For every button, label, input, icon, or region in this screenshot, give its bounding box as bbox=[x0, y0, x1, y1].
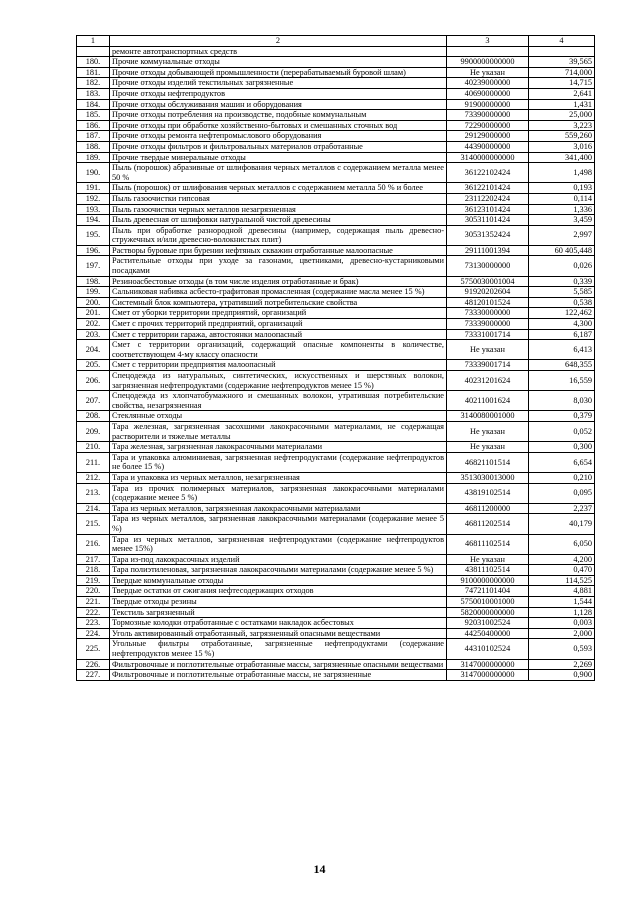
table-row bbox=[77, 639, 595, 659]
table-row bbox=[77, 120, 595, 131]
waste-mass: 0,003 bbox=[529, 618, 595, 629]
waste-mass: 2,269 bbox=[529, 659, 595, 670]
row-number: 220. bbox=[77, 586, 110, 597]
table-row bbox=[77, 110, 595, 121]
row-number: 198. bbox=[77, 276, 110, 287]
waste-code: 73339000000 bbox=[447, 319, 529, 330]
waste-mass: 4,881 bbox=[529, 586, 595, 597]
waste-name: Пыль (порошок) абразивные от шлифования черных металлов с содержанием металла менее 50 % bbox=[110, 163, 447, 183]
waste-name: Прочие отходы нефтепродуктов bbox=[110, 88, 447, 99]
waste-name: Сальниковая набивка асбесто-графитовая промасленная (содержание масла менее 15 %) bbox=[110, 287, 447, 298]
waste-name: Прочие отходы при обработке хозяйственно-бытовых и смешанных сточных вод bbox=[110, 120, 447, 131]
row-number: 196. bbox=[77, 245, 110, 256]
waste-mass: 0,339 bbox=[529, 276, 595, 287]
waste-code: 29111001394 bbox=[447, 245, 529, 256]
row-number bbox=[77, 46, 110, 57]
row-number: 184. bbox=[77, 99, 110, 110]
waste-name: Текстиль загрязненный bbox=[110, 607, 447, 618]
row-number: 182. bbox=[77, 78, 110, 89]
table-row bbox=[77, 340, 595, 360]
row-number: 204. bbox=[77, 340, 110, 360]
page-number: 14 bbox=[313, 862, 326, 876]
table-row bbox=[77, 183, 595, 194]
table-row bbox=[77, 308, 595, 319]
waste-name: Угольные фильтры отработанные, загрязненные нефтепродуктами (содержание нефтепродуктов менее 15 %) bbox=[110, 639, 447, 659]
table-row bbox=[77, 421, 595, 441]
waste-code: 3147000000000 bbox=[447, 659, 529, 670]
waste-mass: 559,260 bbox=[529, 131, 595, 142]
table-row bbox=[77, 152, 595, 163]
table-row bbox=[77, 659, 595, 670]
waste-mass: 6,413 bbox=[529, 340, 595, 360]
table-row bbox=[77, 67, 595, 78]
row-number: 206. bbox=[77, 371, 110, 391]
waste-code: 73130000000 bbox=[447, 256, 529, 276]
waste-code: 73330000000 bbox=[447, 308, 529, 319]
table-row bbox=[77, 360, 595, 371]
waste-code: 43819102514 bbox=[447, 483, 529, 503]
waste-code: 3140000000000 bbox=[447, 152, 529, 163]
row-number: 183. bbox=[77, 88, 110, 99]
row-number: 223. bbox=[77, 618, 110, 629]
waste-code: 3147000000000 bbox=[447, 670, 529, 681]
table-row bbox=[77, 204, 595, 215]
waste-name: Пыль газоочистки черных металлов незагрязненная bbox=[110, 204, 447, 215]
waste-name: Тара железная, загрязненная засохшими лакокрасочными материалами, не содержащая растворители и тяжелые металлы bbox=[110, 421, 447, 441]
waste-mass: 6,187 bbox=[529, 329, 595, 340]
waste-mass: 0,593 bbox=[529, 639, 595, 659]
row-number: 217. bbox=[77, 554, 110, 565]
row-number: 191. bbox=[77, 183, 110, 194]
table-row bbox=[77, 575, 595, 586]
waste-mass: 0,210 bbox=[529, 472, 595, 483]
table-row bbox=[77, 297, 595, 308]
waste-name: Прочие коммунальные отходы bbox=[110, 57, 447, 68]
header-row bbox=[77, 36, 595, 47]
waste-name: Резиноасбестовые отходы (в том числе изделия отработанные и брак) bbox=[110, 276, 447, 287]
waste-code: 40239000000 bbox=[447, 78, 529, 89]
waste-code: 46811202514 bbox=[447, 514, 529, 534]
waste-mass: 0,538 bbox=[529, 297, 595, 308]
waste-mass: 648,355 bbox=[529, 360, 595, 371]
waste-code: 91900000000 bbox=[447, 99, 529, 110]
waste-mass: 0,114 bbox=[529, 193, 595, 204]
row-number: 219. bbox=[77, 575, 110, 586]
waste-mass: 341,400 bbox=[529, 152, 595, 163]
waste-code: 46821101514 bbox=[447, 452, 529, 472]
waste-code: 3513030013000 bbox=[447, 472, 529, 483]
waste-mass: 39,565 bbox=[529, 57, 595, 68]
waste-code: 91920202604 bbox=[447, 287, 529, 298]
waste-mass: 1,544 bbox=[529, 597, 595, 608]
waste-mass: 3,016 bbox=[529, 141, 595, 152]
table-row bbox=[77, 319, 595, 330]
row-number: 207. bbox=[77, 391, 110, 411]
row-number: 195. bbox=[77, 225, 110, 245]
waste-code: 73339001714 bbox=[447, 360, 529, 371]
waste-mass: 0,026 bbox=[529, 256, 595, 276]
waste-code: 46811200000 bbox=[447, 503, 529, 514]
row-number: 188. bbox=[77, 141, 110, 152]
waste-name: Системный блок компьютера, утративший потребительские свойства bbox=[110, 297, 447, 308]
waste-name: Пыль при обработке разнородной древесины (например, содержащая пыль древесно-стружечных и/или древесно-волокнистых плит) bbox=[110, 225, 447, 245]
waste-code: Не указан bbox=[447, 67, 529, 78]
waste-mass: 0,379 bbox=[529, 411, 595, 422]
table-row bbox=[77, 99, 595, 110]
waste-code: 74721101404 bbox=[447, 586, 529, 597]
row-number: 221. bbox=[77, 597, 110, 608]
row-number: 208. bbox=[77, 411, 110, 422]
row-number: 199. bbox=[77, 287, 110, 298]
waste-code: 5750010001000 bbox=[447, 597, 529, 608]
waste-code: 23112202424 bbox=[447, 193, 529, 204]
row-number: 189. bbox=[77, 152, 110, 163]
waste-mass: 0,052 bbox=[529, 421, 595, 441]
table-row bbox=[77, 391, 595, 411]
row-number: 210. bbox=[77, 442, 110, 453]
waste-code: 40211001624 bbox=[447, 391, 529, 411]
row-number: 185. bbox=[77, 110, 110, 121]
waste-mass: 1,336 bbox=[529, 204, 595, 215]
table-row bbox=[77, 514, 595, 534]
row-number: 192. bbox=[77, 193, 110, 204]
waste-code: Не указан bbox=[447, 340, 529, 360]
table-row bbox=[77, 411, 595, 422]
waste-name: Тара и упаковка из черных металлов, незагрязненная bbox=[110, 472, 447, 483]
table-row bbox=[77, 534, 595, 554]
row-number: 181. bbox=[77, 67, 110, 78]
waste-table bbox=[76, 35, 595, 681]
waste-code: 44250400000 bbox=[447, 628, 529, 639]
waste-code: 40690000000 bbox=[447, 88, 529, 99]
waste-name: Смет с территории предприятия малоопасный bbox=[110, 360, 447, 371]
waste-mass: 2,641 bbox=[529, 88, 595, 99]
waste-name: Растительные отходы при уходе за газонами, цветниками, древесно-кустарниковыми посадками bbox=[110, 256, 447, 276]
row-number: 205. bbox=[77, 360, 110, 371]
waste-name: Пыль газоочистки гипсовая bbox=[110, 193, 447, 204]
table-row bbox=[77, 670, 595, 681]
waste-name: Смет с территории организаций, содержащий опасные компоненты в количестве, соответствующем 4-му классу опасности bbox=[110, 340, 447, 360]
waste-code: Не указан bbox=[447, 554, 529, 565]
waste-name: Тара и упаковка алюминиевая, загрязненная нефтепродуктами (содержание нефтепродуктов не более 15 %) bbox=[110, 452, 447, 472]
row-number: 190. bbox=[77, 163, 110, 183]
table-row bbox=[77, 371, 595, 391]
waste-name: Пыль древесная от шлифовки натуральной чистой древесины bbox=[110, 215, 447, 226]
waste-name: Прочие твердые минеральные отходы bbox=[110, 152, 447, 163]
waste-name: Фильтровочные и поглотительные отработанные массы, загрязненные опасными веществами bbox=[110, 659, 447, 670]
table-row bbox=[77, 215, 595, 226]
waste-code bbox=[447, 46, 529, 57]
waste-name: Смет от уборки территории предприятий, организаций bbox=[110, 308, 447, 319]
waste-mass: 3,223 bbox=[529, 120, 595, 131]
waste-name: Тормозные колодки отработанные с остатками накладок асбестовых bbox=[110, 618, 447, 629]
waste-code: 92031002524 bbox=[447, 618, 529, 629]
table-row bbox=[77, 442, 595, 453]
row-number: 180. bbox=[77, 57, 110, 68]
table-row bbox=[77, 163, 595, 183]
table-row bbox=[77, 607, 595, 618]
row-number: 212. bbox=[77, 472, 110, 483]
waste-name: Спецодежда из натуральных, синтетических, искусственных и шерстяных волокон, загрязненная нефтепродуктами (содержание нефтепродуктов менее 15 %) bbox=[110, 371, 447, 391]
waste-name: ремонте автотранспортных средств bbox=[110, 46, 447, 57]
table-row bbox=[77, 628, 595, 639]
waste-name: Уголь активированный отработанный, загрязненный опасными веществами bbox=[110, 628, 447, 639]
waste-mass: 1,431 bbox=[529, 99, 595, 110]
row-number: 213. bbox=[77, 483, 110, 503]
table-row bbox=[77, 503, 595, 514]
row-number: 187. bbox=[77, 131, 110, 142]
row-number: 218. bbox=[77, 565, 110, 576]
row-number: 209. bbox=[77, 421, 110, 441]
waste-mass: 40,179 bbox=[529, 514, 595, 534]
table-row bbox=[77, 597, 595, 608]
row-number: 197. bbox=[77, 256, 110, 276]
waste-mass: 14,715 bbox=[529, 78, 595, 89]
waste-name: Стеклянные отходы bbox=[110, 411, 447, 422]
waste-mass: 6,050 bbox=[529, 534, 595, 554]
waste-mass: 8,030 bbox=[529, 391, 595, 411]
waste-code: Не указан bbox=[447, 421, 529, 441]
row-number: 222. bbox=[77, 607, 110, 618]
waste-code: 29129000000 bbox=[447, 131, 529, 142]
table-row bbox=[77, 618, 595, 629]
waste-code: 73331001714 bbox=[447, 329, 529, 340]
waste-mass: 0,300 bbox=[529, 442, 595, 453]
table-row bbox=[77, 88, 595, 99]
table-row bbox=[77, 472, 595, 483]
header-cell-3: 3 bbox=[447, 36, 529, 47]
waste-code: 5820000000000 bbox=[447, 607, 529, 618]
waste-name: Растворы буровые при бурении нефтяных скважин отработанные малоопасные bbox=[110, 245, 447, 256]
waste-name: Спецодежда из хлопчатобумажного и смешанных волокон, утратившая потребительские свойства, незагрязненная bbox=[110, 391, 447, 411]
waste-name: Тара из черных металлов, загрязненная лакокрасочными материалами (содержание менее 5 %) bbox=[110, 514, 447, 534]
table-row bbox=[77, 554, 595, 565]
waste-name: Смет с территории гаража, автостоянки малоопасный bbox=[110, 329, 447, 340]
waste-name: Прочие отходы добывающей промышленности (перерабатываемый буровой шлам) bbox=[110, 67, 447, 78]
table-row bbox=[77, 245, 595, 256]
table-row bbox=[77, 131, 595, 142]
table-row bbox=[77, 483, 595, 503]
table-row bbox=[77, 586, 595, 597]
waste-mass: 2,997 bbox=[529, 225, 595, 245]
row-number: 226. bbox=[77, 659, 110, 670]
waste-code: 5750030001004 bbox=[447, 276, 529, 287]
waste-mass: 4,300 bbox=[529, 319, 595, 330]
waste-code: 73390000000 bbox=[447, 110, 529, 121]
waste-name: Смет с прочих территорий предприятий, организаций bbox=[110, 319, 447, 330]
waste-mass: 5,585 bbox=[529, 287, 595, 298]
waste-code: Не указан bbox=[447, 442, 529, 453]
waste-code: 43811102514 bbox=[447, 565, 529, 576]
waste-mass: 3,459 bbox=[529, 215, 595, 226]
waste-mass: 2,237 bbox=[529, 503, 595, 514]
waste-name: Твердые отходы резины bbox=[110, 597, 447, 608]
waste-code: 44310102524 bbox=[447, 639, 529, 659]
waste-name: Твердые остатки от сжигания нефтесодержащих отходов bbox=[110, 586, 447, 597]
waste-mass: 6,654 bbox=[529, 452, 595, 472]
waste-code: 44390000000 bbox=[447, 141, 529, 152]
waste-name: Тара из прочих полимерных материалов, загрязненная лакокрасочными материалами (содержание менее 5 %) bbox=[110, 483, 447, 503]
table-row bbox=[77, 225, 595, 245]
row-number: 225. bbox=[77, 639, 110, 659]
table-row bbox=[77, 256, 595, 276]
table-row bbox=[77, 276, 595, 287]
header-cell-2: 2 bbox=[110, 36, 447, 47]
row-number: 224. bbox=[77, 628, 110, 639]
table-row bbox=[77, 193, 595, 204]
waste-mass: 122,462 bbox=[529, 308, 595, 319]
waste-code: 30531101424 bbox=[447, 215, 529, 226]
waste-mass: 0,095 bbox=[529, 483, 595, 503]
row-number: 227. bbox=[77, 670, 110, 681]
waste-code: 9100000000000 bbox=[447, 575, 529, 586]
row-number: 211. bbox=[77, 452, 110, 472]
waste-code: 9900000000000 bbox=[447, 57, 529, 68]
waste-name: Фильтровочные и поглотительные отработанные массы, не загрязненные bbox=[110, 670, 447, 681]
waste-name: Пыль (порошок) от шлифования черных металлов с содержанием металла 50 % и более bbox=[110, 183, 447, 194]
row-number: 202. bbox=[77, 319, 110, 330]
waste-name: Тара из-под лакокрасочных изделий bbox=[110, 554, 447, 565]
waste-name: Тара железная, загрязненная лакокрасочными материалами bbox=[110, 442, 447, 453]
waste-mass: 0,900 bbox=[529, 670, 595, 681]
row-number: 193. bbox=[77, 204, 110, 215]
waste-mass: 25,000 bbox=[529, 110, 595, 121]
waste-mass: 16,559 bbox=[529, 371, 595, 391]
waste-mass: 1,128 bbox=[529, 607, 595, 618]
row-number: 203. bbox=[77, 329, 110, 340]
row-number: 201. bbox=[77, 308, 110, 319]
table-row bbox=[77, 287, 595, 298]
waste-name: Тара полиэтиленовая, загрязненная лакокрасочными материалами (содержание менее 5 %) bbox=[110, 565, 447, 576]
header-cell-4: 4 bbox=[529, 36, 595, 47]
waste-code: 36122102424 bbox=[447, 163, 529, 183]
waste-mass: 1,498 bbox=[529, 163, 595, 183]
waste-code: 3140080001000 bbox=[447, 411, 529, 422]
waste-name: Твердые коммунальные отходы bbox=[110, 575, 447, 586]
waste-code: 30531352424 bbox=[447, 225, 529, 245]
row-number: 200. bbox=[77, 297, 110, 308]
table-row bbox=[77, 57, 595, 68]
row-number: 214. bbox=[77, 503, 110, 514]
waste-mass: 0,193 bbox=[529, 183, 595, 194]
waste-name: Прочие отходы ремонта нефтепромыслового оборудования bbox=[110, 131, 447, 142]
waste-name: Прочие отходы изделий текстильных загрязненные bbox=[110, 78, 447, 89]
waste-name: Тара из черных металлов, загрязненная лакокрасочными материалами bbox=[110, 503, 447, 514]
row-number: 194. bbox=[77, 215, 110, 226]
table-row bbox=[77, 78, 595, 89]
waste-mass: 114,525 bbox=[529, 575, 595, 586]
waste-mass: 60 405,448 bbox=[529, 245, 595, 256]
row-number: 215. bbox=[77, 514, 110, 534]
waste-code: 36122101424 bbox=[447, 183, 529, 194]
waste-mass bbox=[529, 46, 595, 57]
waste-code: 40231201624 bbox=[447, 371, 529, 391]
table-row bbox=[77, 46, 595, 57]
waste-name: Прочие отходы фильтров и фильтровальных материалов отработанные bbox=[110, 141, 447, 152]
waste-code: 48120101524 bbox=[447, 297, 529, 308]
table-row bbox=[77, 452, 595, 472]
waste-name: Тара из черных металлов, загрязненная нефтепродуктами (содержание нефтепродуктов менее 15%) bbox=[110, 534, 447, 554]
waste-code: 72290000000 bbox=[447, 120, 529, 131]
waste-code: 46811102514 bbox=[447, 534, 529, 554]
table-row bbox=[77, 329, 595, 340]
waste-mass: 0,470 bbox=[529, 565, 595, 576]
waste-mass: 2,000 bbox=[529, 628, 595, 639]
waste-code: 36123101424 bbox=[447, 204, 529, 215]
waste-name: Прочие отходы обслуживания машин и оборудования bbox=[110, 99, 447, 110]
table-row bbox=[77, 141, 595, 152]
waste-mass: 4,200 bbox=[529, 554, 595, 565]
header-cell-1: 1 bbox=[77, 36, 110, 47]
row-number: 186. bbox=[77, 120, 110, 131]
row-number: 216. bbox=[77, 534, 110, 554]
table-row bbox=[77, 565, 595, 576]
waste-mass: 714,000 bbox=[529, 67, 595, 78]
waste-name: Прочие отходы потребления на производстве, подобные коммунальным bbox=[110, 110, 447, 121]
